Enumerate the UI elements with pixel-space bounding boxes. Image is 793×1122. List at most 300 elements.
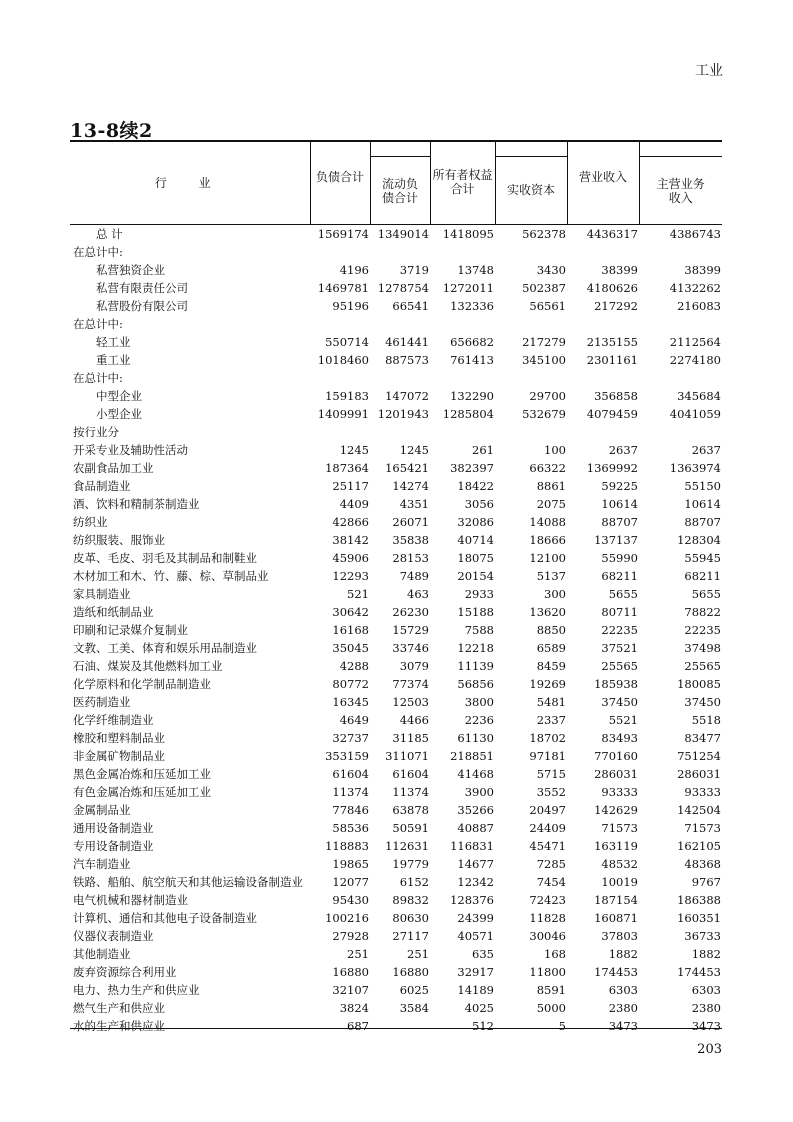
- row-value: 26230: [392, 605, 429, 619]
- col-header-paid-in-capital-cell: [495, 142, 567, 225]
- row-value: 311071: [385, 749, 429, 763]
- row-label: 废弃资源综合利用业: [73, 965, 177, 979]
- row-value: 89832: [392, 893, 429, 907]
- table-row: [70, 315, 722, 333]
- row-value: 2933: [464, 587, 494, 601]
- row-value: 160351: [677, 911, 721, 925]
- row-value: 2112564: [669, 335, 721, 349]
- row-value: 382397: [450, 461, 494, 475]
- row-value: 9767: [691, 875, 721, 889]
- row-value: [430, 315, 495, 333]
- row-value: 45471: [529, 839, 566, 853]
- row-value: 3430: [536, 263, 566, 277]
- row-value: 19269: [529, 677, 566, 691]
- row-value: 16880: [392, 965, 429, 979]
- table-row: [70, 981, 722, 999]
- row-value: 80630: [392, 911, 429, 925]
- row-value: 55150: [684, 479, 721, 493]
- row-value: 88707: [601, 515, 638, 529]
- row-value: 8459: [536, 659, 566, 673]
- row-value: 27117: [392, 929, 429, 943]
- row-value: 217292: [594, 299, 638, 313]
- row-value: 300: [544, 587, 566, 601]
- row-value: [430, 423, 495, 441]
- row-value: 38399: [684, 263, 721, 277]
- row-value: [370, 243, 430, 261]
- row-value: 562378: [522, 227, 566, 241]
- row-value: 71573: [601, 821, 638, 835]
- row-value: 14677: [457, 857, 494, 871]
- row-value: 95430: [332, 893, 369, 907]
- table-row: [70, 549, 722, 567]
- row-label: 电气机械和器材制造业: [73, 893, 188, 907]
- row-label: 轻工业: [96, 335, 131, 349]
- row-label: 医药制造业: [73, 695, 131, 709]
- row-value: 2380: [608, 1001, 638, 1015]
- row-value: 16880: [332, 965, 369, 979]
- row-value: 687: [347, 1019, 369, 1033]
- row-value: 137137: [594, 533, 638, 547]
- row-value: 3719: [399, 263, 429, 277]
- table-row: [70, 279, 722, 297]
- row-value: 11374: [392, 785, 429, 799]
- row-value: 66322: [529, 461, 566, 475]
- row-value: 5521: [608, 713, 638, 727]
- row-label: 化学纤维制造业: [73, 713, 154, 727]
- row-value: 132336: [450, 299, 494, 313]
- row-label: 燃气生产和供应业: [73, 1001, 165, 1015]
- row-value: 58536: [332, 821, 369, 835]
- row-value: 48368: [684, 857, 721, 871]
- row-value: 4409: [339, 497, 369, 511]
- row-value: [567, 423, 639, 441]
- row-label: 有色金属冶炼和压延加工业: [73, 785, 211, 799]
- row-value: 132290: [450, 389, 494, 403]
- table-row: [70, 765, 722, 783]
- row-value: 4351: [399, 497, 429, 511]
- row-value: 1363974: [669, 461, 721, 475]
- table-row: [70, 963, 722, 981]
- row-value: 8850: [536, 623, 566, 637]
- row-value: [370, 1017, 430, 1035]
- row-value: 1469781: [317, 281, 369, 295]
- page-number: 203: [697, 1042, 722, 1057]
- row-value: 5: [558, 1019, 566, 1033]
- row-value: [310, 243, 370, 261]
- row-value: 97181: [529, 749, 566, 763]
- row-value: 20497: [529, 803, 566, 817]
- row-value: 10614: [601, 497, 638, 511]
- row-value: 18702: [529, 731, 566, 745]
- row-value: 2380: [691, 1001, 721, 1015]
- row-value: 162105: [677, 839, 721, 853]
- row-value: 83477: [684, 731, 721, 745]
- row-value: 6025: [399, 983, 429, 997]
- table-row: [70, 801, 722, 819]
- row-value: 100: [544, 443, 566, 457]
- row-value: 159183: [325, 389, 369, 403]
- row-label: 私营有限责任公司: [96, 281, 188, 295]
- row-label: 食品制造业: [73, 479, 131, 493]
- row-value: 128376: [450, 893, 494, 907]
- row-label: 重工业: [96, 353, 131, 367]
- row-value: 186388: [677, 893, 721, 907]
- row-value: 10614: [684, 497, 721, 511]
- row-value: 512: [472, 1019, 494, 1033]
- table-row: [70, 657, 722, 675]
- row-value: 1278754: [377, 281, 429, 295]
- row-value: 38142: [332, 533, 369, 547]
- row-value: [567, 243, 639, 261]
- row-value: 8591: [536, 983, 566, 997]
- table-row: [70, 729, 722, 747]
- row-value: 8861: [536, 479, 566, 493]
- row-value: 7454: [536, 875, 566, 889]
- row-value: 1569174: [317, 227, 369, 241]
- row-label: 其他制造业: [73, 947, 131, 961]
- row-label: 在总计中:: [73, 371, 123, 385]
- row-value: 116831: [450, 839, 494, 853]
- row-value: 24409: [529, 821, 566, 835]
- row-value: [430, 369, 495, 387]
- row-label: 文教、工美、体育和娱乐用品制造业: [73, 641, 257, 655]
- row-value: 185938: [594, 677, 638, 691]
- table-row: [70, 441, 722, 459]
- row-label: 化学原料和化学制品制造业: [73, 677, 211, 691]
- row-value: [567, 315, 639, 333]
- row-value: [430, 243, 495, 261]
- row-value: 7588: [464, 623, 494, 637]
- table-row: [70, 603, 722, 621]
- table-row: [70, 567, 722, 585]
- row-value: 80772: [332, 677, 369, 691]
- row-value: [639, 243, 722, 261]
- row-value: 26071: [392, 515, 429, 529]
- row-value: 521: [347, 587, 369, 601]
- row-value: 66541: [392, 299, 429, 313]
- row-value: 30642: [332, 605, 369, 619]
- row-label: 仪器仪表制造业: [73, 929, 154, 943]
- data-table: [70, 142, 722, 1035]
- row-value: 461441: [385, 335, 429, 349]
- table-row: [70, 369, 722, 387]
- row-value: 1285804: [442, 407, 494, 421]
- row-value: 5715: [536, 767, 566, 781]
- row-value: 2274180: [669, 353, 721, 367]
- row-value: 68211: [684, 569, 721, 583]
- row-label: 印刷和记录媒介复制业: [73, 623, 188, 637]
- row-value: 19779: [392, 857, 429, 871]
- row-value: 77374: [392, 677, 429, 691]
- row-label: 黑色金属冶炼和压延加工业: [73, 767, 211, 781]
- row-value: 1018460: [317, 353, 369, 367]
- row-value: 6303: [608, 983, 638, 997]
- row-value: 3056: [464, 497, 494, 511]
- row-value: 112631: [385, 839, 429, 853]
- row-value: 61130: [457, 731, 494, 745]
- row-value: 142629: [594, 803, 638, 817]
- row-value: 36733: [684, 929, 721, 943]
- row-value: 502387: [522, 281, 566, 295]
- row-value: 77846: [332, 803, 369, 817]
- row-value: 4025: [464, 1001, 494, 1015]
- row-value: [370, 369, 430, 387]
- row-value: 751254: [677, 749, 721, 763]
- row-value: 83493: [601, 731, 638, 745]
- row-value: 14274: [392, 479, 429, 493]
- row-value: 27928: [332, 929, 369, 943]
- table-row: [70, 693, 722, 711]
- row-value: 218851: [450, 749, 494, 763]
- row-value: 14088: [529, 515, 566, 529]
- row-value: 3079: [399, 659, 429, 673]
- row-label: 在总计中:: [73, 317, 123, 331]
- row-value: 29700: [529, 389, 566, 403]
- row-label: 按行业分: [73, 425, 119, 439]
- row-value: 25565: [601, 659, 638, 673]
- row-value: 4288: [339, 659, 369, 673]
- row-value: 770160: [594, 749, 638, 763]
- col-header-current-liabilities: 流动负债合计: [371, 156, 430, 205]
- row-value: 40571: [457, 929, 494, 943]
- row-value: 217279: [522, 335, 566, 349]
- row-value: 15188: [457, 605, 494, 619]
- table-row: [70, 891, 722, 909]
- row-label: 中型企业: [96, 389, 142, 403]
- row-label: 家具制造业: [73, 587, 131, 601]
- row-value: 20154: [457, 569, 494, 583]
- row-value: 93333: [601, 785, 638, 799]
- row-value: 16168: [332, 623, 369, 637]
- row-value: [495, 243, 567, 261]
- row-value: 2637: [691, 443, 721, 457]
- row-value: 11374: [332, 785, 369, 799]
- row-label: 铁路、船舶、航空航天和其他运输设备制造业: [73, 875, 303, 889]
- row-value: 88707: [684, 515, 721, 529]
- row-value: 174453: [594, 965, 638, 979]
- row-value: 50591: [392, 821, 429, 835]
- row-value: 142504: [677, 803, 721, 817]
- row-value: 37803: [601, 929, 638, 943]
- row-value: 72423: [529, 893, 566, 907]
- row-value: 345684: [677, 389, 721, 403]
- table-row: [70, 711, 722, 729]
- row-value: 56561: [529, 299, 566, 313]
- table-row: [70, 783, 722, 801]
- table-row: [70, 333, 722, 351]
- row-value: 12100: [529, 551, 566, 565]
- col-header-revenue: 营业收入: [567, 142, 639, 225]
- col-header-current-liabilities-cell: [370, 142, 430, 225]
- table-row: [70, 639, 722, 657]
- row-value: 25117: [332, 479, 369, 493]
- row-value: 345100: [522, 353, 566, 367]
- row-value: 1349014: [377, 227, 429, 241]
- bottom-rule: [70, 1028, 722, 1029]
- row-value: 32917: [457, 965, 494, 979]
- row-label: 电力、热力生产和供应业: [73, 983, 200, 997]
- table-row: [70, 585, 722, 603]
- table-row: [70, 405, 722, 423]
- col-header-main-revenue-cell: [639, 142, 722, 225]
- row-value: 7285: [536, 857, 566, 871]
- row-label: 私营股份有限公司: [96, 299, 188, 313]
- row-label: 小型企业: [96, 407, 142, 421]
- col-header-main-revenue: 主营业务收入: [640, 156, 723, 205]
- table-row: [70, 261, 722, 279]
- row-value: 2337: [536, 713, 566, 727]
- row-value: 4180626: [586, 281, 638, 295]
- row-value: 37498: [684, 641, 721, 655]
- row-value: 18422: [457, 479, 494, 493]
- row-value: 6152: [399, 875, 429, 889]
- table-row: [70, 477, 722, 495]
- row-value: 48532: [601, 857, 638, 871]
- row-label: 专用设备制造业: [73, 839, 154, 853]
- row-label: 酒、饮料和精制茶制造业: [73, 497, 200, 511]
- col-header-industry: 行 业: [154, 176, 225, 190]
- row-value: [639, 423, 722, 441]
- row-value: 55945: [684, 551, 721, 565]
- row-value: [310, 423, 370, 441]
- row-label: 木材加工和木、竹、藤、棕、草制品业: [73, 569, 269, 583]
- row-value: 4466: [399, 713, 429, 727]
- table-row: [70, 855, 722, 873]
- row-value: 12218: [457, 641, 494, 655]
- row-value: 3552: [536, 785, 566, 799]
- row-value: 40714: [457, 533, 494, 547]
- row-value: 15729: [392, 623, 429, 637]
- row-value: 35838: [392, 533, 429, 547]
- row-value: 16345: [332, 695, 369, 709]
- row-label: 开采专业及辅助性活动: [73, 443, 188, 457]
- row-value: 4079459: [586, 407, 638, 421]
- row-value: 187364: [325, 461, 369, 475]
- row-value: 356858: [594, 389, 638, 403]
- row-value: 4196: [339, 263, 369, 277]
- table-row: [70, 423, 722, 441]
- row-value: 4132262: [669, 281, 721, 295]
- row-value: 68211: [601, 569, 638, 583]
- row-value: 71573: [684, 821, 721, 835]
- row-value: 80711: [601, 605, 638, 619]
- row-value: 42866: [332, 515, 369, 529]
- row-value: 12077: [332, 875, 369, 889]
- row-value: 1882: [691, 947, 721, 961]
- table-row: [70, 387, 722, 405]
- row-value: 35045: [332, 641, 369, 655]
- row-value: 32107: [332, 983, 369, 997]
- table-row: [70, 495, 722, 513]
- table-row: [70, 873, 722, 891]
- row-value: 11139: [457, 659, 494, 673]
- table-row: [70, 909, 722, 927]
- row-value: 59225: [601, 479, 638, 493]
- row-value: 37450: [601, 695, 638, 709]
- col-header-owners-equity: 所有者权益合计: [430, 142, 495, 225]
- row-value: 2135155: [586, 335, 638, 349]
- row-value: [310, 369, 370, 387]
- row-value: 1882: [608, 947, 638, 961]
- row-label: 造纸和纸制品业: [73, 605, 154, 619]
- row-value: 286031: [594, 767, 638, 781]
- row-value: 1272011: [442, 281, 494, 295]
- row-label: 金属制品业: [73, 803, 131, 817]
- row-value: 18075: [457, 551, 494, 565]
- row-value: 61604: [392, 767, 429, 781]
- row-value: 4386743: [669, 227, 721, 241]
- row-value: 165421: [385, 461, 429, 475]
- row-value: 93333: [684, 785, 721, 799]
- header-row: [70, 142, 722, 225]
- row-value: 656682: [450, 335, 494, 349]
- row-label: 水的生产和供应业: [73, 1019, 165, 1033]
- row-label: 皮革、毛皮、羽毛及其制品和制鞋业: [73, 551, 257, 565]
- row-value: 13620: [529, 605, 566, 619]
- row-value: 160871: [594, 911, 638, 925]
- row-value: 12342: [457, 875, 494, 889]
- row-value: 41468: [457, 767, 494, 781]
- row-value: 11800: [529, 965, 566, 979]
- row-value: 550714: [325, 335, 369, 349]
- row-value: [370, 315, 430, 333]
- row-value: 22235: [684, 623, 721, 637]
- row-value: 4041059: [669, 407, 721, 421]
- row-value: [567, 369, 639, 387]
- row-value: 128304: [677, 533, 721, 547]
- row-value: 2637: [608, 443, 638, 457]
- row-value: 63878: [392, 803, 429, 817]
- row-value: 4649: [339, 713, 369, 727]
- row-value: 5655: [608, 587, 638, 601]
- table-row: [70, 297, 722, 315]
- row-value: 1245: [399, 443, 429, 457]
- row-value: 2075: [536, 497, 566, 511]
- row-value: 40887: [457, 821, 494, 835]
- row-value: 31185: [392, 731, 429, 745]
- row-value: 174453: [677, 965, 721, 979]
- table-row: [70, 999, 722, 1017]
- row-value: 35266: [457, 803, 494, 817]
- row-value: 37450: [684, 695, 721, 709]
- row-value: 4436317: [586, 227, 638, 241]
- row-value: 18666: [529, 533, 566, 547]
- row-value: 1409991: [317, 407, 369, 421]
- row-value: 3900: [464, 785, 494, 799]
- row-value: 12503: [392, 695, 429, 709]
- row-value: [370, 423, 430, 441]
- row-value: 5481: [536, 695, 566, 709]
- row-label: 在总计中:: [73, 245, 123, 259]
- row-value: 1369992: [586, 461, 638, 475]
- row-value: 22235: [601, 623, 638, 637]
- row-value: 353159: [325, 749, 369, 763]
- row-label: 纺织业: [73, 515, 108, 529]
- row-value: 2236: [464, 713, 494, 727]
- row-value: 45906: [332, 551, 369, 565]
- table-row: [70, 837, 722, 855]
- row-value: 61604: [332, 767, 369, 781]
- row-value: 3473: [608, 1019, 638, 1033]
- row-value: 55990: [601, 551, 638, 565]
- row-value: 32737: [332, 731, 369, 745]
- row-value: 251: [347, 947, 369, 961]
- row-value: [495, 423, 567, 441]
- row-value: 6589: [536, 641, 566, 655]
- row-value: [639, 315, 722, 333]
- row-value: 761413: [450, 353, 494, 367]
- row-value: 56856: [457, 677, 494, 691]
